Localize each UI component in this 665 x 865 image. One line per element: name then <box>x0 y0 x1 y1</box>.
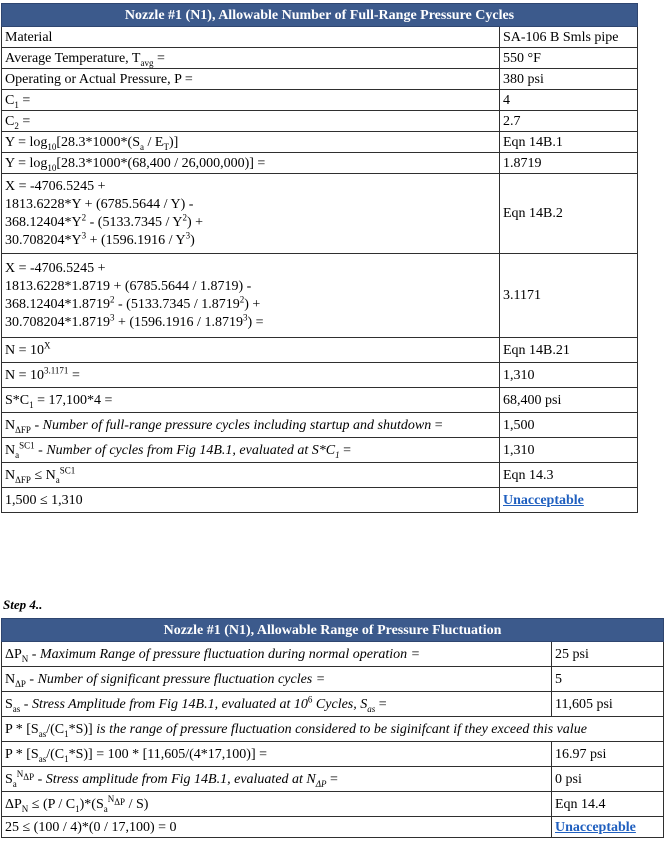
row-value: 11,605 psi <box>552 692 664 717</box>
table-row <box>2 27 638 48</box>
row-label: $S*C_1 = 17,100*4$ = <box>2 388 500 413</box>
table-title: Nozzle #1 (N1), Allowable Range of Pressure Fluctuation <box>2 619 664 642</box>
row-value <box>500 488 638 513</box>
table-row <box>2 438 638 463</box>
row-value: Eqn 14.3 <box>500 463 638 488</box>
table-row <box>2 48 638 69</box>
row-value: 25 psi <box>552 642 664 667</box>
table-row <box>2 153 638 174</box>
row-value: 380 psi <box>500 69 638 90</box>
row-value: 1,310 <box>500 363 638 388</box>
row-label: 25 ≤ (100 / 4)*(0 / 17,100) = 0 <box>2 817 552 838</box>
row-value <box>552 817 664 838</box>
row-label: X = -4706.5245 + 1813.6228*Y + (6785.5644 / Y) - $368.12404*Y^2 - (5133.7345 / Y^2)$ + $30.708204*Y^3 + (1596.1916 / Y^3)$ <box>2 174 500 254</box>
row-label: $\Delta P_N$ - Maximum Range of pressure fluctuation during normal operation = <box>2 642 552 667</box>
row-label: $N_{\Delta P}$ - Number of significant pressure fluctuation cycles = <box>2 667 552 692</box>
row-label: $P * [S_{as}/(C_1*S)] = 100 * [11,605/(4*17,100)]$ = <box>2 742 552 767</box>
row-value: 1,500 <box>500 413 638 438</box>
row-value: 16.97 psi <box>552 742 664 767</box>
row-value: 2.7 <box>500 111 638 132</box>
row-label: $N_{\Delta FP}$ - Number of full-range pressure cycles including startup and shutdown = <box>2 413 500 438</box>
row-label: $S_a^{N_{\Delta P}}$ - Stress amplitude from Fig 14B.1, evaluated at $N_{\Delta P}$ = <box>2 767 552 792</box>
table-row <box>2 817 664 838</box>
table-row <box>2 767 664 792</box>
row-label: Average Temperature, $T_{avg}$ = <box>2 48 500 69</box>
row-value: 1.8719 <box>500 153 638 174</box>
row-label: 1,500 ≤ 1,310 <box>2 488 500 513</box>
row-value: Eqn 14B.21 <box>500 338 638 363</box>
row-value: 4 <box>500 90 638 111</box>
row-label: $N_a^{SC1}$ - Number of cycles from Fig 14B.1, evaluated at $S*C_1$ = <box>2 438 500 463</box>
row-label: P * $[S_{as}/(C_1*S)]$ is the range of pressure fluctuation considered to be siginifcant if they exceed this value <box>2 717 664 742</box>
row-value: 1,310 <box>500 438 638 463</box>
row-label: $Y = \log_{10}[28.3*1000*(S_a / E_T)]$ <box>2 132 500 153</box>
pressure-fluctuation-table <box>1 618 664 838</box>
row-value: SA-106 B Smls pipe <box>500 27 638 48</box>
row-value: 3.1171 <box>500 254 638 338</box>
table-row <box>2 132 638 153</box>
row-label: $C_1$ = <box>2 90 500 111</box>
row-label: $N = 10^{3.1171}$ = <box>2 363 500 388</box>
row-label: $N = 10^X$ <box>2 338 500 363</box>
table-row <box>2 692 664 717</box>
result-link[interactable]: Unacceptable <box>503 492 584 508</box>
table-row <box>2 742 664 767</box>
row-value: 550 °F <box>500 48 638 69</box>
table-row <box>2 69 638 90</box>
row-value: Eqn 14B.1 <box>500 132 638 153</box>
row-value: 0 psi <box>552 767 664 792</box>
result-link[interactable]: Unacceptable <box>555 819 636 835</box>
row-label: X = -4706.5245 + 1813.6228*1.8719 + (6785.5644 / 1.8719) - $368.12404*1.8719^2 - (5133.7345 / 1.8719^2)$ + $30.708204*1.8719^3 + (1596.1916 / 1.8719^3)$ = <box>2 254 500 338</box>
row-value: 5 <box>552 667 664 692</box>
row-label: $N_{\Delta FP} \le N_a^{SC1}$ <box>2 463 500 488</box>
table-row <box>2 338 638 363</box>
table-row <box>2 642 664 667</box>
table-row <box>2 463 638 488</box>
table-row <box>2 488 638 513</box>
table-row <box>2 111 638 132</box>
table-title: Nozzle #1 (N1), Allowable Number of Full-Range Pressure Cycles <box>2 4 638 27</box>
row-label: Operating or Actual Pressure, P = <box>2 69 500 90</box>
row-label: $\Delta P_N \le (P / C_1)*(S_a^{N_{\Delta P}} / S)$ <box>2 792 552 817</box>
table-row <box>2 254 638 338</box>
row-label: $Y = \log_{10}[28.3*1000*(68,400 / 26,000,000)]$ = <box>2 153 500 174</box>
table-row <box>2 363 638 388</box>
table-row <box>2 388 638 413</box>
row-value: Eqn 14.4 <box>552 792 664 817</box>
table-row <box>2 413 638 438</box>
table-row <box>2 90 638 111</box>
full-range-cycles-table <box>1 3 638 513</box>
table-row <box>2 792 664 817</box>
table-row <box>2 174 638 254</box>
row-label: Material <box>2 27 500 48</box>
row-value: 68,400 psi <box>500 388 638 413</box>
table-row <box>2 667 664 692</box>
table-row <box>2 717 664 742</box>
row-label: $S_{as}$ - Stress Amplitude from Fig 14B.1, evaluated at $10^6$ Cycles, $S_{as}$ = <box>2 692 552 717</box>
step-label: Step 4.. <box>3 597 43 612</box>
row-value: Eqn 14B.2 <box>500 174 638 254</box>
row-label: $C_2$ = <box>2 111 500 132</box>
